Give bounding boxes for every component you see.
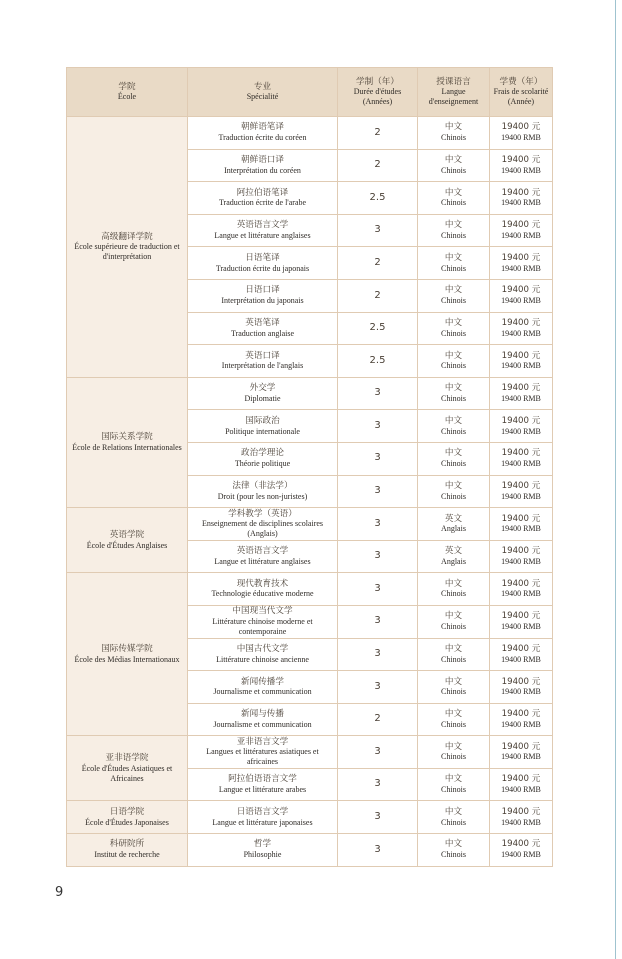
school-cell bbox=[67, 377, 188, 507]
school-cell bbox=[67, 801, 188, 834]
language-cell bbox=[418, 671, 490, 704]
cell-text-zh: 19400 元 bbox=[501, 155, 541, 166]
fee-cell bbox=[490, 508, 553, 541]
cell-text-fr: 19400 RMB bbox=[501, 459, 541, 469]
duration-cell: 2 bbox=[338, 247, 418, 280]
cell-text-fr: Politique internationale bbox=[225, 426, 300, 436]
duration-cell: 3 bbox=[338, 801, 418, 834]
cell-text-zh: 英语口译 bbox=[245, 350, 280, 361]
cell-text-zh: 中文 bbox=[444, 611, 463, 622]
cell-text-zh: 19400 元 bbox=[501, 578, 541, 589]
cell-text-zh: 英语语言文学 bbox=[236, 220, 289, 231]
cell-text-zh: 英文 bbox=[444, 513, 463, 524]
cell-text-zh: 国际传媒学院 bbox=[101, 643, 153, 654]
language-cell bbox=[418, 801, 490, 834]
duration-cell: 3 bbox=[338, 508, 418, 541]
specialty-cell bbox=[188, 312, 338, 345]
cell-text-fr: 19400 RMB bbox=[501, 589, 541, 599]
cell-text-zh: 阿拉伯语语言文学 bbox=[228, 774, 297, 785]
cell-text-fr: École d'Études Japonaises bbox=[85, 817, 169, 827]
cell-text-fr: 19400 RMB bbox=[501, 850, 541, 860]
cell-text-zh: 19400 元 bbox=[501, 709, 541, 720]
language-cell bbox=[418, 768, 490, 801]
program-table-wrapper bbox=[66, 67, 552, 867]
cell-text-zh: 法律（非法学） bbox=[232, 480, 293, 491]
specialty-cell bbox=[188, 573, 338, 606]
fee-cell bbox=[490, 768, 553, 801]
cell-text-zh: 新闻与传播 bbox=[241, 709, 284, 720]
cell-text-zh: 学科教学（英语） bbox=[228, 508, 297, 519]
cell-text-zh: 哲学 bbox=[253, 839, 272, 850]
cell-text-zh: 政治学理论 bbox=[241, 448, 284, 459]
table-row bbox=[67, 117, 553, 150]
cell-text-zh: 19400 元 bbox=[501, 252, 541, 263]
header-specialty: 专业 Spécialité bbox=[188, 68, 338, 117]
cell-text-fr: Journalisme et communication bbox=[213, 687, 312, 697]
program-table bbox=[66, 67, 553, 867]
cell-text-fr: Langue et littérature anglaises bbox=[214, 556, 311, 566]
fee-cell bbox=[490, 312, 553, 345]
cell-text-zh: 19400 元 bbox=[501, 643, 541, 654]
cell-text-fr: Chinois bbox=[441, 654, 466, 664]
language-cell bbox=[418, 149, 490, 182]
cell-text-zh: 科研院所 bbox=[109, 839, 145, 850]
cell-text-zh: 中文 bbox=[444, 285, 463, 296]
cell-text-fr: 19400 RMB bbox=[501, 296, 541, 306]
language-cell bbox=[418, 279, 490, 312]
specialty-cell bbox=[188, 703, 338, 736]
cell-text-zh: 19400 元 bbox=[501, 317, 541, 328]
fee-cell bbox=[490, 703, 553, 736]
cell-text-fr: 19400 RMB bbox=[501, 230, 541, 240]
cell-text-zh: 19400 元 bbox=[501, 611, 541, 622]
cell-text-zh: 中文 bbox=[444, 806, 463, 817]
cell-text-fr: École de Relations Internationales bbox=[72, 442, 182, 452]
language-cell bbox=[418, 182, 490, 215]
language-cell bbox=[418, 573, 490, 606]
language-cell bbox=[418, 214, 490, 247]
duration-cell: 2.5 bbox=[338, 312, 418, 345]
cell-text-zh: 日语学院 bbox=[109, 806, 145, 817]
cell-text-fr: 19400 RMB bbox=[501, 263, 541, 273]
fee-cell bbox=[490, 605, 553, 638]
specialty-cell bbox=[188, 508, 338, 541]
cell-text-fr: 19400 RMB bbox=[501, 328, 541, 338]
duration-cell: 3 bbox=[338, 442, 418, 475]
language-cell bbox=[418, 312, 490, 345]
cell-text-fr: Chinois bbox=[441, 817, 466, 827]
specialty-cell bbox=[188, 345, 338, 378]
cell-text-zh: 19400 元 bbox=[501, 122, 541, 133]
specialty-cell bbox=[188, 736, 338, 769]
fee-cell bbox=[490, 573, 553, 606]
fee-cell bbox=[490, 475, 553, 508]
table-row bbox=[67, 573, 553, 606]
fee-cell bbox=[490, 540, 553, 573]
cell-text-zh: 中文 bbox=[444, 317, 463, 328]
header-language: 授课语言 Langue d'enseignement bbox=[418, 68, 490, 117]
cell-text-zh: 中文 bbox=[444, 839, 463, 850]
cell-text-zh: 中文 bbox=[444, 220, 463, 231]
cell-text-fr: Langue et littérature arabes bbox=[218, 785, 307, 795]
cell-text-fr: Chinois bbox=[441, 719, 466, 729]
specialty-cell bbox=[188, 182, 338, 215]
cell-text-zh: 19400 元 bbox=[501, 448, 541, 459]
cell-text-fr: Chinois bbox=[441, 296, 466, 306]
cell-text-fr: Chinois bbox=[441, 491, 466, 501]
cell-text-zh: 19400 元 bbox=[501, 774, 541, 785]
cell-text-fr: Interprétation du japonais bbox=[221, 296, 304, 306]
language-cell bbox=[418, 736, 490, 769]
cell-text-fr: Théorie politique bbox=[234, 459, 291, 469]
duration-cell: 2 bbox=[338, 117, 418, 150]
specialty-cell bbox=[188, 247, 338, 280]
language-cell bbox=[418, 638, 490, 671]
language-cell bbox=[418, 475, 490, 508]
cell-text-fr: Chinois bbox=[441, 133, 466, 143]
cell-text-fr: Chinois bbox=[441, 850, 466, 860]
cell-text-fr: 19400 RMB bbox=[501, 426, 541, 436]
fee-cell bbox=[490, 801, 553, 834]
school-cell bbox=[67, 508, 188, 573]
cell-text-zh: 朝鲜语口译 bbox=[241, 155, 284, 166]
fee-cell bbox=[490, 345, 553, 378]
table-row bbox=[67, 377, 553, 410]
cell-text-zh: 英语笔译 bbox=[245, 317, 280, 328]
cell-text-fr: 19400 RMB bbox=[501, 393, 541, 403]
duration-cell: 2 bbox=[338, 149, 418, 182]
specialty-cell bbox=[188, 768, 338, 801]
cell-text-fr: 19400 RMB bbox=[501, 785, 541, 795]
duration-cell: 3 bbox=[338, 573, 418, 606]
cell-text-zh: 中文 bbox=[444, 187, 463, 198]
duration-cell: 3 bbox=[338, 410, 418, 443]
cell-text-zh: 日语口译 bbox=[245, 285, 280, 296]
specialty-cell bbox=[188, 605, 338, 638]
cell-text-zh: 中文 bbox=[444, 155, 463, 166]
specialty-cell bbox=[188, 214, 338, 247]
cell-text-fr: 19400 RMB bbox=[501, 491, 541, 501]
specialty-cell bbox=[188, 149, 338, 182]
cell-text-fr: Anglais bbox=[441, 556, 466, 566]
header-school: 学院 École bbox=[67, 68, 188, 117]
duration-cell: 2.5 bbox=[338, 345, 418, 378]
cell-text-zh: 19400 元 bbox=[501, 383, 541, 394]
cell-text-fr: 19400 RMB bbox=[501, 198, 541, 208]
cell-text-zh: 日语笔译 bbox=[245, 252, 280, 263]
cell-text-fr: Chinois bbox=[441, 393, 466, 403]
fee-cell bbox=[490, 117, 553, 150]
cell-text-zh: 亚非语言文学 bbox=[236, 736, 289, 747]
school-cell bbox=[67, 573, 188, 736]
cell-text-fr: 19400 RMB bbox=[501, 361, 541, 371]
fee-cell bbox=[490, 410, 553, 443]
duration-cell: 3 bbox=[338, 834, 418, 867]
cell-text-zh: 中文 bbox=[444, 252, 463, 263]
cell-text-zh: 中国现当代文学 bbox=[232, 606, 293, 617]
cell-text-fr: Chinois bbox=[441, 165, 466, 175]
fee-cell bbox=[490, 149, 553, 182]
school-cell bbox=[67, 834, 188, 867]
fee-cell bbox=[490, 834, 553, 867]
fee-cell bbox=[490, 442, 553, 475]
cell-text-zh: 英语语言文学 bbox=[236, 546, 289, 557]
cell-text-zh: 19400 元 bbox=[501, 187, 541, 198]
cell-text-zh: 19400 元 bbox=[501, 741, 541, 752]
duration-cell: 2.5 bbox=[338, 182, 418, 215]
cell-text-zh: 朝鲜语笔译 bbox=[241, 122, 284, 133]
cell-text-zh: 现代教育技术 bbox=[236, 578, 289, 589]
header-duration: 学制（年） Durée d'études (Années) bbox=[338, 68, 418, 117]
specialty-cell bbox=[188, 801, 338, 834]
table-row bbox=[67, 834, 553, 867]
language-cell bbox=[418, 540, 490, 573]
language-cell bbox=[418, 117, 490, 150]
cell-text-fr: Enseignement de disciplines scolaires (Anglais) bbox=[201, 519, 324, 539]
school-cell bbox=[67, 117, 188, 378]
cell-text-fr: Diplomatie bbox=[244, 393, 281, 403]
cell-text-fr: Chinois bbox=[441, 198, 466, 208]
cell-text-fr: Traduction écrite du japonais bbox=[215, 263, 310, 273]
fee-cell bbox=[490, 247, 553, 280]
fee-cell bbox=[490, 377, 553, 410]
specialty-cell bbox=[188, 638, 338, 671]
cell-text-fr: Chinois bbox=[441, 328, 466, 338]
language-cell bbox=[418, 410, 490, 443]
duration-cell: 3 bbox=[338, 377, 418, 410]
cell-text-fr: Chinois bbox=[441, 785, 466, 795]
cell-text-zh: 中国古代文学 bbox=[236, 643, 289, 654]
cell-text-fr: Traduction écrite du coréen bbox=[218, 133, 307, 143]
cell-text-zh: 19400 元 bbox=[501, 839, 541, 850]
specialty-cell bbox=[188, 279, 338, 312]
fee-cell bbox=[490, 214, 553, 247]
fee-cell bbox=[490, 182, 553, 215]
table-header-row bbox=[67, 68, 553, 117]
cell-text-zh: 19400 元 bbox=[501, 350, 541, 361]
cell-text-zh: 19400 元 bbox=[501, 285, 541, 296]
cell-text-fr: 19400 RMB bbox=[501, 687, 541, 697]
cell-text-fr: Philosophie bbox=[243, 850, 282, 860]
duration-cell: 3 bbox=[338, 214, 418, 247]
cell-text-zh: 高级翻译学院 bbox=[101, 231, 153, 242]
fee-cell bbox=[490, 671, 553, 704]
cell-text-fr: 19400 RMB bbox=[501, 817, 541, 827]
school-cell bbox=[67, 736, 188, 801]
table-body bbox=[67, 117, 553, 867]
specialty-cell bbox=[188, 475, 338, 508]
cell-text-zh: 阿拉伯语笔译 bbox=[236, 187, 289, 198]
cell-text-zh: 19400 元 bbox=[501, 480, 541, 491]
language-cell bbox=[418, 834, 490, 867]
cell-text-fr: 19400 RMB bbox=[501, 622, 541, 632]
fee-cell bbox=[490, 736, 553, 769]
table-row bbox=[67, 508, 553, 541]
language-cell bbox=[418, 247, 490, 280]
duration-cell: 3 bbox=[338, 605, 418, 638]
cell-text-zh: 中文 bbox=[444, 350, 463, 361]
duration-cell: 3 bbox=[338, 475, 418, 508]
cell-text-zh: 中文 bbox=[444, 709, 463, 720]
cell-text-zh: 中文 bbox=[444, 448, 463, 459]
cell-text-fr: Interprétation de l'anglais bbox=[221, 361, 304, 371]
page-edge-line bbox=[615, 0, 616, 959]
cell-text-fr: 19400 RMB bbox=[501, 654, 541, 664]
specialty-cell bbox=[188, 540, 338, 573]
cell-text-zh: 19400 元 bbox=[501, 220, 541, 231]
cell-text-fr: Littérature chinoise moderne et contemporaine bbox=[212, 617, 313, 637]
cell-text-fr: Droit (pour les non-juristes) bbox=[217, 491, 308, 501]
fee-cell bbox=[490, 638, 553, 671]
cell-text-zh: 亚非语学院 bbox=[105, 753, 149, 763]
duration-cell: 3 bbox=[338, 638, 418, 671]
cell-text-zh: 中文 bbox=[444, 480, 463, 491]
cell-text-fr: Traduction anglaise bbox=[230, 328, 295, 338]
cell-text-fr: Interprétation du coréen bbox=[224, 165, 301, 175]
language-cell bbox=[418, 442, 490, 475]
specialty-cell bbox=[188, 410, 338, 443]
cell-text-zh: 英文 bbox=[444, 546, 463, 557]
specialty-cell bbox=[188, 834, 338, 867]
specialty-cell bbox=[188, 671, 338, 704]
cell-text-fr: Chinois bbox=[441, 622, 466, 632]
cell-text-fr: Anglais bbox=[441, 524, 466, 534]
language-cell bbox=[418, 703, 490, 736]
cell-text-fr: Chinois bbox=[441, 752, 466, 762]
cell-text-zh: 中文 bbox=[444, 578, 463, 589]
header-fee: 学费（年） Frais de scolarité (Année) bbox=[490, 68, 553, 117]
cell-text-zh: 19400 元 bbox=[501, 513, 541, 524]
duration-cell: 2 bbox=[338, 703, 418, 736]
cell-text-fr: 19400 RMB bbox=[501, 719, 541, 729]
cell-text-zh: 国际政治 bbox=[245, 415, 280, 426]
cell-text-fr: 19400 RMB bbox=[501, 524, 541, 534]
cell-text-fr: Chinois bbox=[441, 459, 466, 469]
cell-text-fr: École des Médias Internationaux bbox=[74, 654, 180, 664]
cell-text-fr: Littérature chinoise ancienne bbox=[216, 654, 309, 664]
language-cell bbox=[418, 508, 490, 541]
cell-text-fr: École d'Études Asiatiques et Africaines bbox=[81, 763, 173, 783]
language-cell bbox=[418, 345, 490, 378]
cell-text-zh: 中文 bbox=[444, 741, 463, 752]
duration-cell: 3 bbox=[338, 736, 418, 769]
cell-text-zh: 中文 bbox=[444, 676, 463, 687]
cell-text-fr: Chinois bbox=[441, 263, 466, 273]
cell-text-fr: École supérieure de traduction et d'interprétation bbox=[74, 242, 180, 262]
cell-text-zh: 新闻传播学 bbox=[241, 676, 284, 687]
table-row bbox=[67, 801, 553, 834]
cell-text-fr: Chinois bbox=[441, 687, 466, 697]
cell-text-fr: Institut de recherche bbox=[94, 850, 160, 860]
cell-text-zh: 中文 bbox=[444, 643, 463, 654]
cell-text-zh: 日语语言文学 bbox=[236, 806, 289, 817]
language-cell bbox=[418, 377, 490, 410]
cell-text-fr: Technologie éducative moderne bbox=[211, 589, 314, 599]
cell-text-fr: École d'Études Anglaises bbox=[86, 540, 168, 550]
cell-text-zh: 英语学院 bbox=[109, 529, 145, 540]
specialty-cell bbox=[188, 117, 338, 150]
cell-text-fr: Chinois bbox=[441, 230, 466, 240]
cell-text-fr: Langues et littératures asiatiques et africaines bbox=[206, 747, 319, 767]
cell-text-fr: Journalisme et communication bbox=[213, 719, 312, 729]
cell-text-zh: 19400 元 bbox=[501, 806, 541, 817]
cell-text-zh: 中文 bbox=[444, 415, 463, 426]
cell-text-fr: 19400 RMB bbox=[501, 556, 541, 566]
cell-text-fr: 19400 RMB bbox=[501, 165, 541, 175]
cell-text-fr: Langue et littérature anglaises bbox=[214, 230, 311, 240]
table-row bbox=[67, 736, 553, 769]
page-number: 9 bbox=[55, 885, 64, 900]
cell-text-zh: 中文 bbox=[444, 383, 463, 394]
cell-text-fr: 19400 RMB bbox=[501, 133, 541, 143]
fee-cell bbox=[490, 279, 553, 312]
cell-text-fr: Chinois bbox=[441, 589, 466, 599]
duration-cell: 2 bbox=[338, 279, 418, 312]
cell-text-zh: 中文 bbox=[444, 774, 463, 785]
cell-text-fr: Chinois bbox=[441, 361, 466, 371]
cell-text-zh: 19400 元 bbox=[501, 676, 541, 687]
cell-text-fr: Traduction écrite de l'arabe bbox=[218, 198, 307, 208]
cell-text-fr: Chinois bbox=[441, 426, 466, 436]
language-cell bbox=[418, 605, 490, 638]
cell-text-zh: 19400 元 bbox=[501, 415, 541, 426]
cell-text-fr: 19400 RMB bbox=[501, 752, 541, 762]
duration-cell: 3 bbox=[338, 671, 418, 704]
cell-text-zh: 外交学 bbox=[249, 383, 276, 394]
duration-cell: 3 bbox=[338, 540, 418, 573]
cell-text-zh: 中文 bbox=[444, 122, 463, 133]
cell-text-zh: 国际关系学院 bbox=[101, 432, 153, 443]
cell-text-zh: 19400 元 bbox=[501, 546, 541, 557]
specialty-cell bbox=[188, 377, 338, 410]
duration-cell: 3 bbox=[338, 768, 418, 801]
cell-text-fr: Langue et littérature japonaises bbox=[212, 817, 313, 827]
specialty-cell bbox=[188, 442, 338, 475]
